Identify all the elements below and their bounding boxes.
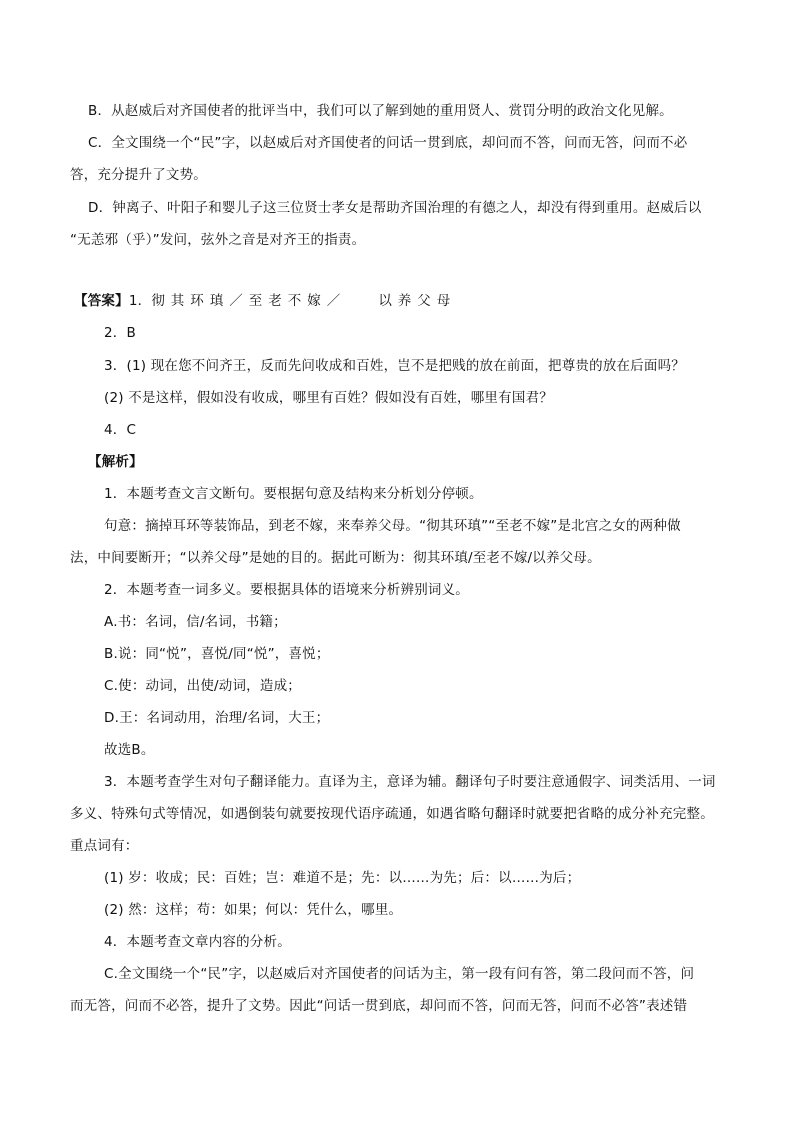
option-d-line2: “无恙邪（乎）”发问，弦外之音是对齐王的指责。 [70, 232, 366, 248]
analysis-4-line2: 而无答，问而不必答，提升了文势。因此“问话一贯到底，却问而不答，问而无答，问而不必答”表述错 [70, 998, 688, 1014]
analysis-2-a: A.书：名词，信/名词，书籍； [104, 614, 287, 630]
analysis-3-line1: 3．本题考查学生对句子翻译能力。直译为主，意译为辅。翻译句子时要注意通假字、词类活用、一词 [104, 774, 716, 790]
analysis-2-b: B.说：同“悦”，喜悦/同“悦”，喜悦； [104, 646, 330, 662]
answer-label: 【答案】 [74, 293, 129, 309]
answer-3-1: 3．(1) 现在您不问齐王，反而先问收成和百姓，岂不是把贱的放在前面，把尊贵的放在后面吗？ [104, 358, 686, 374]
analysis-3-line2: 多义、特殊句式等情况，如遇倒装句就要按现代语序疏通，如遇省略句翻译时就要把省略的成分补充完整。 [70, 806, 714, 822]
answer-line-1 [74, 292, 456, 310]
analysis-2-d: D.王：名词动用，治理/名词，大王； [104, 710, 330, 726]
analysis-2-conclusion: 故选B。 [104, 742, 155, 758]
option-d-line1: D．钟离子、叶阳子和婴儿子这三位贤士孝女是帮助齐国治理的有德之人，却没有得到重用。赵威后以 [88, 200, 702, 216]
answer-1-tail: 以养父母 [378, 293, 457, 309]
answer-3-2: (2) 不是这样，假如没有收成，哪里有百姓？假如没有百姓，哪里有国君？ [104, 390, 553, 406]
answer-2: 2．B [104, 325, 136, 341]
answer-1-prefix: 1． [128, 293, 152, 309]
analysis-2-c: C.使：动词，出使/动词，造成； [104, 678, 301, 694]
analysis-1-detail-line2: 法，中间要断开；“以养父母”是她的目的。据此可断为：彻其环瑱/至老不嫁/以养父母。 [70, 550, 601, 566]
answer-4: 4．C [104, 422, 137, 438]
option-c-line1: C．全文围绕一个“民”字，以赵威后对齐国使者的问话一贯到底，却问而不答，问而无答，问而不必 [88, 135, 688, 151]
option-b: B．从赵威后对齐国使者的批评当中，我们可以了解到她的重用贤人、赏罚分明的政治文化见解。 [88, 103, 673, 119]
analysis-3-item1: (1) 岁：收成；民：百姓；岂：难道不是；先：以……为先；后：以……为后； [104, 870, 581, 886]
analysis-3-item2: (2) 然：这样；苟：如果；何以：凭什么，哪里。 [104, 902, 403, 918]
option-c-line2: 答，充分提升了文势。 [70, 167, 207, 183]
analysis-3-line3: 重点词有： [70, 838, 139, 854]
analysis-1-detail-line1: 句意：摘掉耳环等装饰品，到老不嫁，来奉养父母。“彻其环瑱”“至老不嫁”是北宫之女的两种做 [104, 518, 681, 534]
answer-1-text: 彻其环瑱／至老不嫁／ [151, 293, 347, 309]
analysis-4-line1: C.全文围绕一个“民”字，以赵威后对齐国使者的问话为主，第一段有问有答，第二段问而不答，问 [104, 966, 695, 982]
analysis-1: 1．本题考查文言文断句。要根据句意及结构来分析划分停顿。 [104, 486, 483, 502]
analysis-4: 4．本题考查文章内容的分析。 [104, 934, 291, 950]
analysis-2: 2．本题考查一词多义。要根据具体的语境来分析辨别词义。 [104, 582, 469, 598]
analysis-label: 【解析】 [88, 454, 143, 470]
